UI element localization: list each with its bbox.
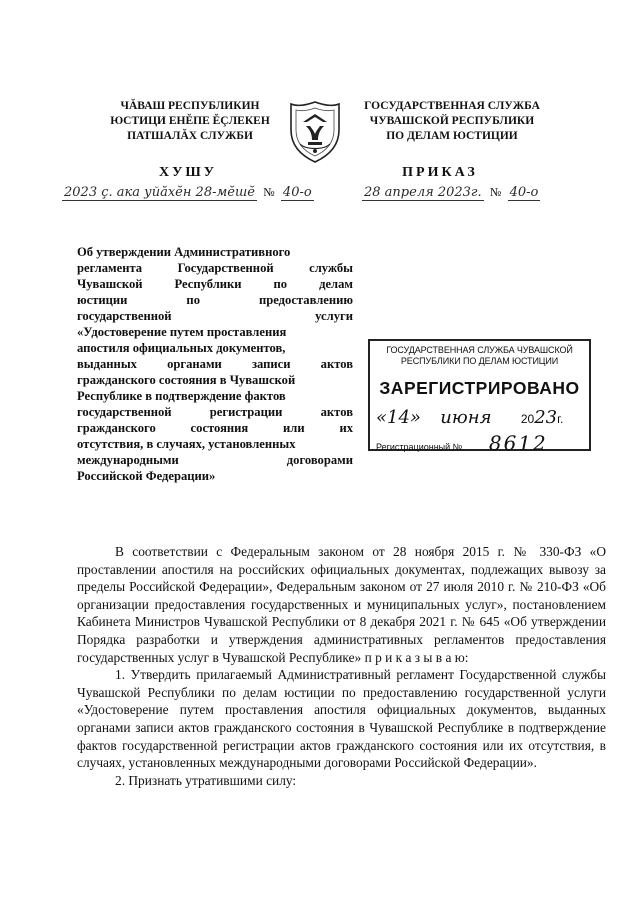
order-title-russian: ПРИКАЗ — [402, 165, 478, 180]
header-chuvash-line-2: ЮСТИЦИ ЕНĔПЕ ĔÇЛЕКЕН — [110, 115, 270, 127]
title-line: Чувашской Республики по делам — [77, 277, 353, 291]
header-russian — [346, 99, 558, 144]
title-line: гражданского состояния или их — [77, 421, 353, 435]
body-paragraph: В соответствии с Федеральным законом от 28 ноября 2015 г. № 330-ФЗ «О проставлении апостиля на российских официальных документах, подлежащих вывозу за пределы Российской Федерации», Федеральным законом от 27 июля 2010 г. № 210-ФЗ «Об организации предоставления государственных и муниципальных услуг», постановлением Кабинета Министров Чувашской Республики от 8 декабря 2021 г. № 645 «Об утверждении Порядка разработки и утверждения административных регламентов предоставления государственных услуг в Чувашской Республике» п р и к а з ы в а ю: — [77, 544, 606, 665]
header-chuvash — [92, 99, 288, 144]
stamp-registration-number — [376, 431, 548, 455]
stamp-year-prefix: 20 — [520, 412, 535, 426]
handwritten-date-chuvash: 2023 ç. ака уйăхĕн 28-мĕшĕ — [64, 185, 255, 200]
stamp-registered: ЗАРЕГИСТРИРОВАНО — [379, 378, 580, 398]
stamp-reg-number: 8612 — [488, 431, 548, 455]
stamp-year-suffix: г. — [557, 412, 564, 426]
number-sign: № — [489, 185, 502, 199]
stamp-date — [376, 407, 586, 428]
title-line: выданных органами записи актов — [77, 357, 353, 371]
header-chuvash-line-1: ЧĂВАШ РЕСПУБЛИКИН — [120, 100, 260, 112]
stamp-org-line-2: РЕСПУБЛИКИ ПО ДЕЛАМ ЮСТИЦИИ — [400, 356, 559, 366]
document-body — [77, 543, 606, 789]
dateline-chuvash — [62, 184, 314, 201]
stamp-organization — [370, 345, 589, 367]
stamp-reg-label: Регистрационный № — [376, 442, 463, 452]
handwritten-date-russian: 28 апреля 2023г. — [364, 185, 482, 200]
body-paragraph: 2. Признать утратившими силу: — [115, 772, 297, 788]
title-line: международными договорами — [77, 453, 353, 467]
title-line: отсутствия, в случаях, установленных — [77, 437, 296, 451]
dateline-russian — [362, 184, 540, 201]
stamp-year: 23 — [534, 407, 558, 428]
document-title — [77, 244, 353, 484]
stamp-day: «14» — [376, 407, 421, 428]
handwritten-number-chuvash: 40-о — [282, 185, 312, 200]
chuvash-emblem-icon — [286, 100, 344, 164]
title-line: государственной услуги — [77, 309, 353, 323]
header-chuvash-line-3: ПАТШАЛĂХ СЛУЖБИ — [127, 130, 253, 142]
registration-stamp — [368, 339, 591, 455]
header-russian-line-2: ЧУВАШСКОЙ РЕСПУБЛИКИ — [369, 115, 535, 127]
handwritten-number-russian: 40-о — [509, 185, 539, 200]
header-russian-line-3: ПО ДЕЛАМ ЮСТИЦИИ — [386, 130, 518, 142]
title-line: Республике в подтверждение фактов — [77, 389, 286, 403]
order-title-chuvash: ХУШУ — [158, 165, 218, 180]
title-line: гражданского состояния в Чувашской — [77, 373, 296, 387]
number-sign: № — [263, 185, 275, 199]
body-paragraph: 1. Утвердить прилагаемый Административный регламент Государственной службы Чувашской Республики по делам юстиции по предоставлению государственной услуги «Удостоверение путем проставления апостиля официальных документов, выданных органами записи актов гражданского состояния в Чувашской Республике в подтверждение фактов государственной регистрации актов гражданского состояния или их отсутствия, в случаях, установленных международными договорами Российской Федерации». — [77, 667, 606, 771]
title-line: «Удостоверение путем проставления — [77, 325, 287, 339]
header-russian-line-1: ГОСУДАРСТВЕННАЯ СЛУЖБА — [364, 100, 540, 112]
title-line: регламента Государственной службы — [77, 261, 353, 275]
title-line: Российской Федерации» — [77, 469, 216, 483]
title-line: Об утверждении Административного — [77, 245, 291, 259]
title-line: юстиции по предоставлению — [77, 293, 353, 307]
stamp-org-line-1: ГОСУДАРСТВЕННАЯ СЛУЖБА ЧУВАШСКОЙ — [386, 345, 573, 355]
title-line: апостиля официальных документов, — [77, 341, 286, 355]
title-line: государственной регистрации актов — [77, 405, 353, 419]
stamp-month: июня — [440, 407, 492, 428]
